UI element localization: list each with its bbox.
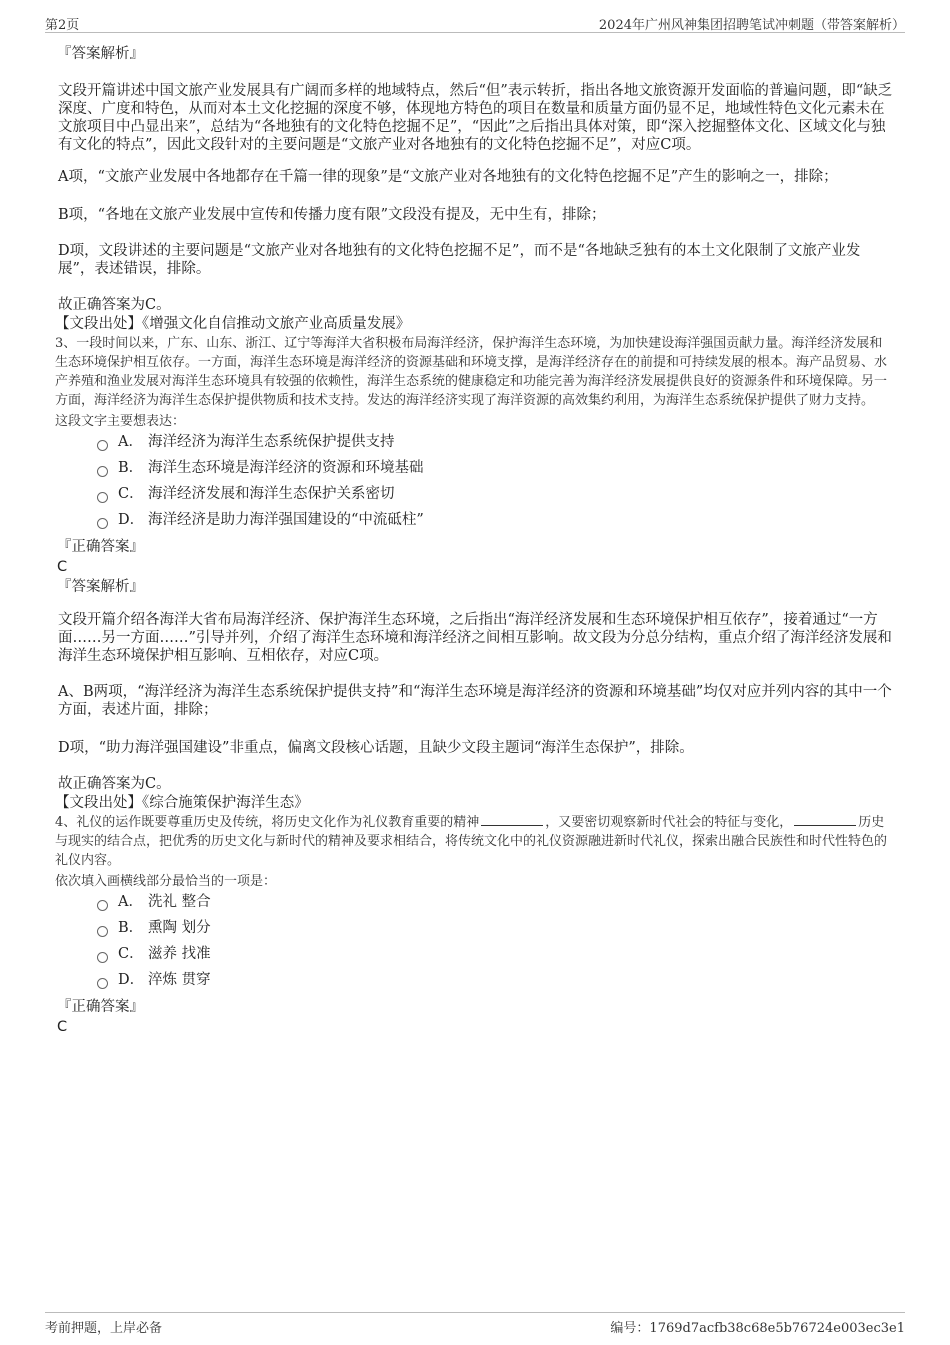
correct-answer-label: 『正确答案』: [57, 999, 144, 1015]
question-4-prompt: 依次填入画横线部分最恰当的一项是：: [55, 874, 277, 889]
question-3-text: 3、一段时间以来，广东、山东、浙江、辽宁等海洋大省积极布局海洋经济，保护海洋生态环境，为加快建设海洋强国贡献力量。海洋经济发展和生态环境保护相互依存。一方面，海洋生态环境是海洋经济的资源基础和环境支撑，是海洋经济存在的前提和可持续发展的根本。海产品贸易、水产养殖和渔业发展对海洋生态环境具有较强的依赖性，海洋生态系统的健康稳定和功能完善为海洋经济发展提供良好的资源条件和环境保障。另一方面，海洋经济为海洋生态保护提供物质和技术支持。发达的海洋经济实现了海洋资源的高效集约利用，为海洋生态系统保护提供了财力支持。: [55, 336, 888, 408]
option-a[interactable]: A． 洗礼 整合: [97, 889, 895, 915]
question-4-options: [55, 889, 895, 993]
fill-blank-2: [794, 813, 856, 826]
page-header: [45, 12, 905, 33]
document-id: 编号：1769d7acfb38c68e5b76724e003ec3e1: [610, 1321, 905, 1336]
correct-answer: C: [57, 1019, 68, 1035]
page-footer: [45, 1312, 905, 1335]
radio-icon[interactable]: [97, 926, 108, 937]
page-number: 第2页: [45, 18, 80, 33]
page-content: [55, 44, 895, 1052]
option-d-note: D项，“助力海洋强国建设”非重点，偏离文段核心话题，且缺少文段主题词“海洋生态保护”，排除。: [58, 740, 694, 756]
option-b-note: B项，“各地在文旅产业发展中宣传和传播力度有限”文段没有提及，无中生有，排除；: [58, 207, 606, 223]
option-d[interactable]: D． 淬炼 贯穿: [97, 967, 895, 993]
conclusion: 故正确答案为C。: [58, 297, 171, 313]
correct-answer: C: [57, 559, 68, 575]
question-4-text: 4、礼仪的运作既要尊重历史及传统，将历史文化作为礼仪教育重要的精神 ，又要密切观察新时代社会的特征与变化， 历史与现实的结合点，把优秀的历史文化与新时代的精神及要求相结合，将传统文化中的礼仪资源融进新时代礼仪，探索出融合民族性和时代性特色的礼仪内容。: [55, 815, 888, 868]
analysis-paragraph: 文段开篇讲述中国文旅产业发展具有广阔而多样的地域特点，然后“但”表示转折，指出各地文旅资源开发面临的普遍问题，即“缺乏深度、广度和特色，从而对本土文化挖掘的深度不够，体现地方特色的项目在数量和质量方面仍显不足，地域性特色文化元素未在文旅项目中凸显出来”，总结为“各地独有的文化特色挖掘不足”，“因此”之后指出具体对策，即“深入挖掘整体文化、区域文化与独有文化的特点”，因此文段针对的主要问题是“文旅产业对各地独有的文化特色挖掘不足”，对应C项。: [58, 83, 893, 153]
conclusion: 故正确答案为C。: [58, 776, 171, 792]
text-source: 【文段出处】《综合施策保护海洋生态》: [55, 795, 309, 811]
option-c[interactable]: C． 滋养 找准: [97, 941, 895, 967]
analysis-label: 『答案解析』: [57, 46, 144, 62]
fill-blank-1: [481, 813, 543, 826]
options-ab-note: A、B两项，“海洋经济为海洋生态系统保护提供支持”和“海洋生态环境是海洋经济的资源和环境基础”均仅对应并列内容的其中一个方面，表述片面，排除；: [58, 684, 892, 718]
option-c[interactable]: C． 海洋经济发展和海洋生态保护关系密切: [97, 481, 895, 507]
analysis-paragraph: 文段开篇介绍各海洋大省布局海洋经济、保护海洋生态环境，之后指出“海洋经济发展和生态环境保护相互依存”，接着通过“一方面……另一方面……”引导并列，介绍了海洋生态环境和海洋经济之间相互影响。故文段为分总分结构，重点介绍了海洋经济发展和海洋生态环境保护相互影响、互相依存，对应C项。: [58, 612, 892, 664]
radio-icon[interactable]: [97, 492, 108, 503]
option-d-note: D项，文段讲述的主要问题是“文旅产业对各地独有的文化特色挖掘不足”，而不是“各地缺乏独有的本土文化限制了文旅产业发展”，表述错误，排除。: [58, 243, 861, 277]
radio-icon[interactable]: [97, 952, 108, 963]
analysis-label: 『答案解析』: [57, 579, 144, 595]
radio-icon[interactable]: [97, 518, 108, 529]
text-source: 【文段出处】《增强文化自信推动文旅产业高质量发展》: [55, 316, 411, 332]
radio-icon[interactable]: [97, 440, 108, 451]
option-d[interactable]: D． 海洋经济是助力海洋强国建设的“中流砥柱”: [97, 507, 895, 533]
correct-answer-label: 『正确答案』: [57, 539, 144, 555]
option-a[interactable]: A． 海洋经济为海洋生态系统保护提供支持: [97, 429, 895, 455]
question-3-prompt: 这段文字主要想表达：: [55, 414, 186, 429]
radio-icon[interactable]: [97, 978, 108, 989]
option-b[interactable]: B． 海洋生态环境是海洋经济的资源和环境基础: [97, 455, 895, 481]
footer-slogan: 考前押题，上岸必备: [45, 1321, 163, 1336]
document-title: 2024年广州风神集团招聘笔试冲刺题（带答案解析）: [598, 18, 905, 33]
option-b[interactable]: B． 熏陶 划分: [97, 915, 895, 941]
radio-icon[interactable]: [97, 900, 108, 911]
question-3-options: [55, 429, 895, 533]
radio-icon[interactable]: [97, 466, 108, 477]
option-a-note: A项，“文旅产业发展中各地都存在千篇一律的现象”是“文旅产业对各地独有的文化特色挖掘不足”产生的影响之一，排除；: [58, 169, 838, 185]
